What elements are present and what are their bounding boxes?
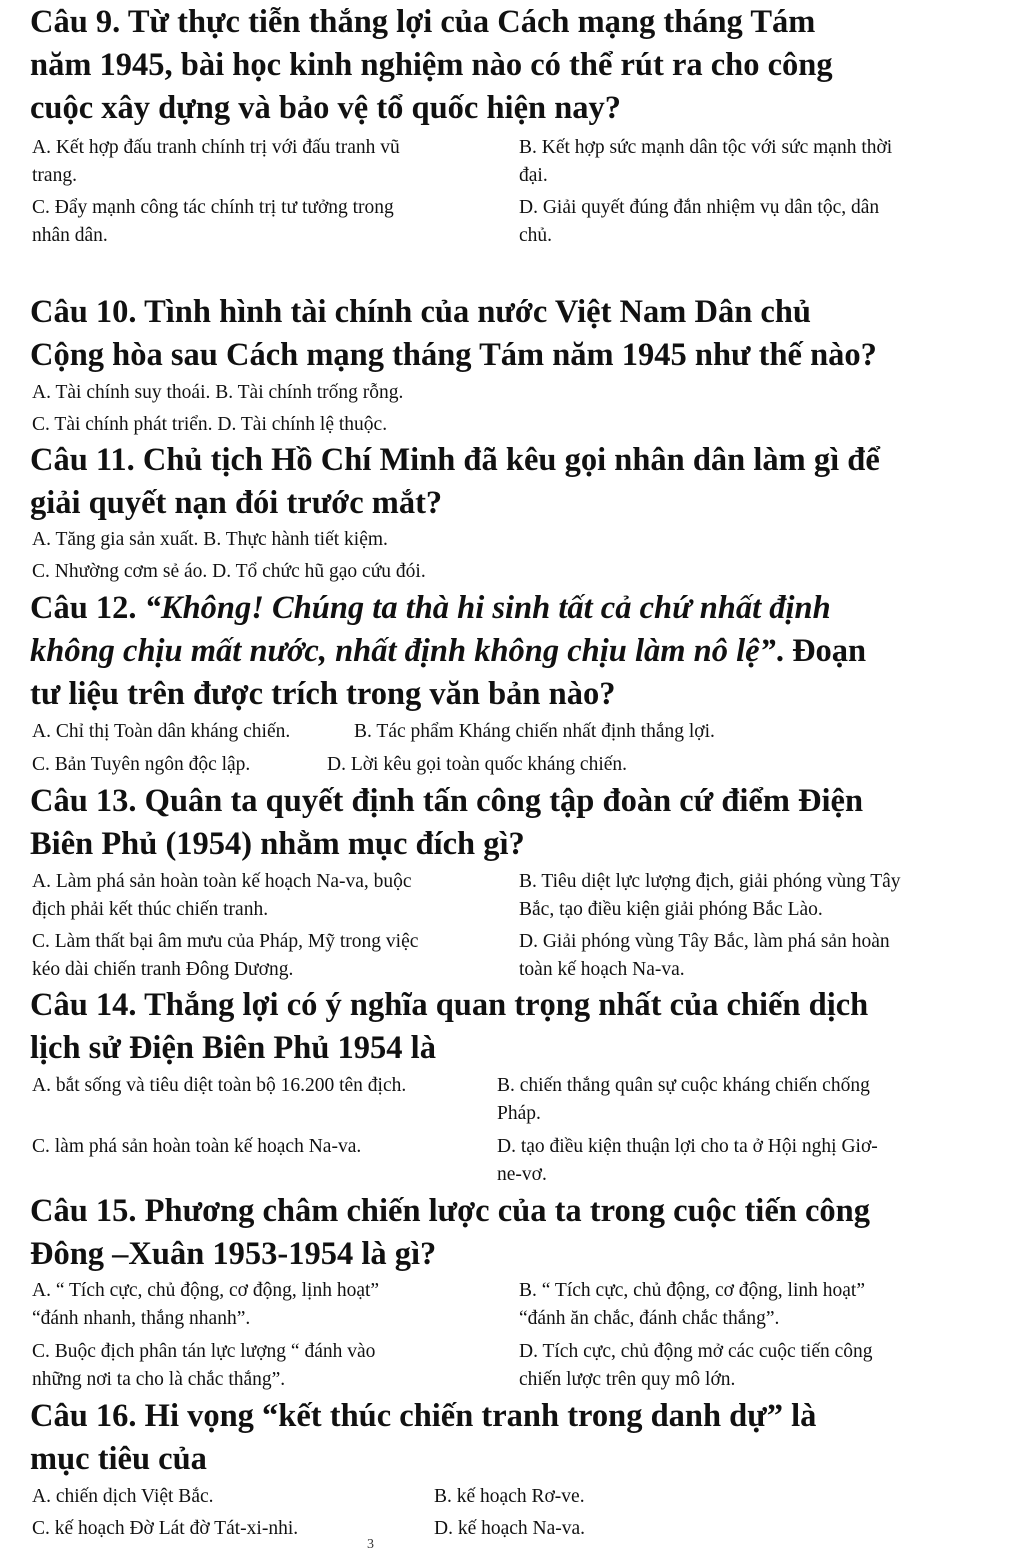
question-14-option-c [32,1133,361,1161]
question-10-title [30,291,877,377]
option-text: C. Buộc địch phân tán lực lượng “ đánh vào [32,1341,376,1362]
question-16-option-a: A. chiến dịch Việt Bắc. [32,1486,214,1507]
question-15-option-b [519,1277,865,1333]
question-14-option-a [32,1072,406,1100]
option-text: A. Làm phá sản hoàn toàn kế hoạch Na-va, buộc [32,871,412,892]
question-9-option-c [32,194,394,250]
question-title-line: năm 1945, bài học kinh nghiệm nào có thể rút ra cho công [30,47,833,83]
question-9-option-b [519,134,892,190]
option-text: D. Giải phóng vùng Tây Bắc, làm phá sản hoàn [519,931,890,952]
question-12-title [30,587,866,716]
question-title-line: tư liệu trên được trích trong văn bản nào? [30,676,616,712]
option-text: B. Kết hợp sức mạnh dân tộc với sức mạnh thời [519,137,893,158]
question-9-option-a [32,134,400,190]
question-11-title [30,439,880,525]
question-title-line: Câu 10. Tình hình tài chính của nước Việt Nam Dân chủ [30,294,811,330]
question-16-title [30,1395,816,1481]
question-title-line: lịch sử Điện Biên Phủ 1954 là [30,1030,436,1066]
option-text: D. Tích cực, chủ động mở các cuộc tiến công [519,1341,873,1362]
question-15-option-c [32,1338,375,1394]
option-text: Pháp. [497,1103,541,1124]
question-title-line: Câu 9. Từ thực tiễn thắng lợi của Cách mạng tháng Tám [30,4,816,40]
question-11-options-row-2: C. Nhường cơm sẻ áo. D. Tổ chức hũ gạo cứu đói. [32,561,426,582]
question-title-line: Câu 15. Phương châm chiến lược của ta trong cuộc tiến công [30,1193,870,1229]
option-text: ne-vơ. [497,1164,547,1185]
option-text: D. Giải quyết đúng đắn nhiệm vụ dân tộc, dân [519,197,880,218]
question-13-option-d [519,928,890,984]
question-title-line: Câu 13. Quân ta quyết định tấn công tập đoàn cứ điểm Điện [30,783,864,819]
option-text: A. bắt sống và tiêu diệt toàn bộ 16.200 tên địch. [32,1075,407,1096]
option-text: kéo dài chiến tranh Đông Dương. [32,959,294,980]
question-15-title [30,1190,870,1276]
option-text: A. Kết hợp đấu tranh chính trị với đấu tranh vũ [32,137,400,158]
question-16-option-b: B. kế hoạch Rơ-ve. [434,1486,585,1507]
quoted-excerpt: không chịu mất nước, nhất định không chịu làm nô lệ” [30,633,776,669]
option-text: B. chiến thắng quân sự cuộc kháng chiến chống [497,1075,870,1096]
option-text: chủ. [519,225,553,246]
question-title-line: Đông –Xuân 1953-1954 là gì? [30,1236,437,1272]
question-title-line [30,630,866,673]
question-9-title [30,1,833,130]
question-14-option-b [497,1072,870,1128]
question-title-line: Cộng hòa sau Cách mạng tháng Tám năm 1945 như thế nào? [30,337,877,373]
option-text: D. tạo điều kiện thuận lợi cho ta ở Hội nghị Giơ- [497,1136,878,1157]
option-text: “đánh nhanh, thắng nhanh”. [32,1308,251,1329]
quoted-excerpt: “Không! Chúng ta thà hi sinh tất cả chứ nhất định [144,590,831,626]
option-text: nhân dân. [32,225,108,246]
question-title-line: cuộc xây dựng và bảo vệ tổ quốc hiện nay? [30,90,622,126]
question-title-line: mục tiêu của [30,1441,207,1477]
question-title-line [30,587,866,630]
question-16-option-d: D. kế hoạch Na-va. [434,1518,586,1539]
question-11-options-row-1: A. Tăng gia sản xuất. B. Thực hành tiết kiệm. [32,529,388,550]
question-9-option-d [519,194,879,250]
question-16-option-c: C. kế hoạch Đờ Lát đờ Tát-xi-nhi. [32,1518,299,1539]
question-12-option-d: D. Lời kêu gọi toàn quốc kháng chiến. [327,754,628,775]
option-text: toàn kế hoạch Na-va. [519,959,685,980]
option-text: chiến lược trên quy mô lớn. [519,1369,736,1390]
question-13-option-c [32,928,418,984]
option-text: C. Đẩy mạnh công tác chính trị tư tưởng trong [32,197,394,218]
page-number: 3 [367,1537,374,1552]
question-15-option-d [519,1338,873,1394]
question-title-line: Câu 16. Hi vọng “kết thúc chiến tranh trong danh dự” là [30,1398,817,1434]
option-text: những nơi ta cho là chắc thắng”. [32,1369,286,1390]
question-title-line: Biên Phủ (1954) nhằm mục đích gì? [30,826,525,862]
question-10-options-row-2: C. Tài chính phát triển. D. Tài chính lệ thuộc. [32,414,388,435]
question-12-option-a: A. Chỉ thị Toàn dân kháng chiến. [32,721,291,742]
question-12-option-b: B. Tác phẩm Kháng chiến nhất định thắng lợi. [354,721,715,742]
question-title-line: Câu 11. Chủ tịch Hồ Chí Minh đã kêu gọi nhân dân làm gì để [30,442,880,478]
option-text: A. “ Tích cực, chủ động, cơ động, lịnh hoạt” [32,1280,380,1301]
question-15-option-a [32,1277,379,1333]
option-text: đại. [519,165,548,186]
option-text: địch phải kết thúc chiến tranh. [32,899,269,920]
question-10-options-row-1: A. Tài chính suy thoái. B. Tài chính trống rỗng. [32,382,404,403]
option-text: B. Tiêu diệt lực lượng địch, giải phóng vùng Tây [519,871,901,892]
option-text: C. Làm thất bại âm mưu của Pháp, Mỹ trong việc [32,931,419,952]
question-title-line: Câu 14. Thắng lợi có ý nghĩa quan trọng nhất của chiến dịch [30,987,869,1023]
question-title-line: giải quyết nạn đói trước mắt? [30,485,443,521]
question-13-title [30,780,863,866]
question-13-option-b [519,868,901,924]
question-14-option-d [497,1133,878,1189]
option-text: C. làm phá sản hoàn toàn kế hoạch Na-va. [32,1136,362,1157]
question-text: . Đoạn [775,633,867,669]
option-text: Bắc, tạo điều kiện giải phóng Bắc Lào. [519,899,823,920]
question-14-title [30,984,868,1070]
question-number: Câu 12. [30,590,145,626]
option-text: trang. [32,165,77,186]
question-13-option-a [32,868,412,924]
question-12-option-c: C. Bản Tuyên ngôn độc lập. [32,754,251,775]
option-text: B. “ Tích cực, chủ động, cơ động, linh hoạt” [519,1280,865,1301]
option-text: “đánh ăn chắc, đánh chắc thắng”. [519,1308,780,1329]
